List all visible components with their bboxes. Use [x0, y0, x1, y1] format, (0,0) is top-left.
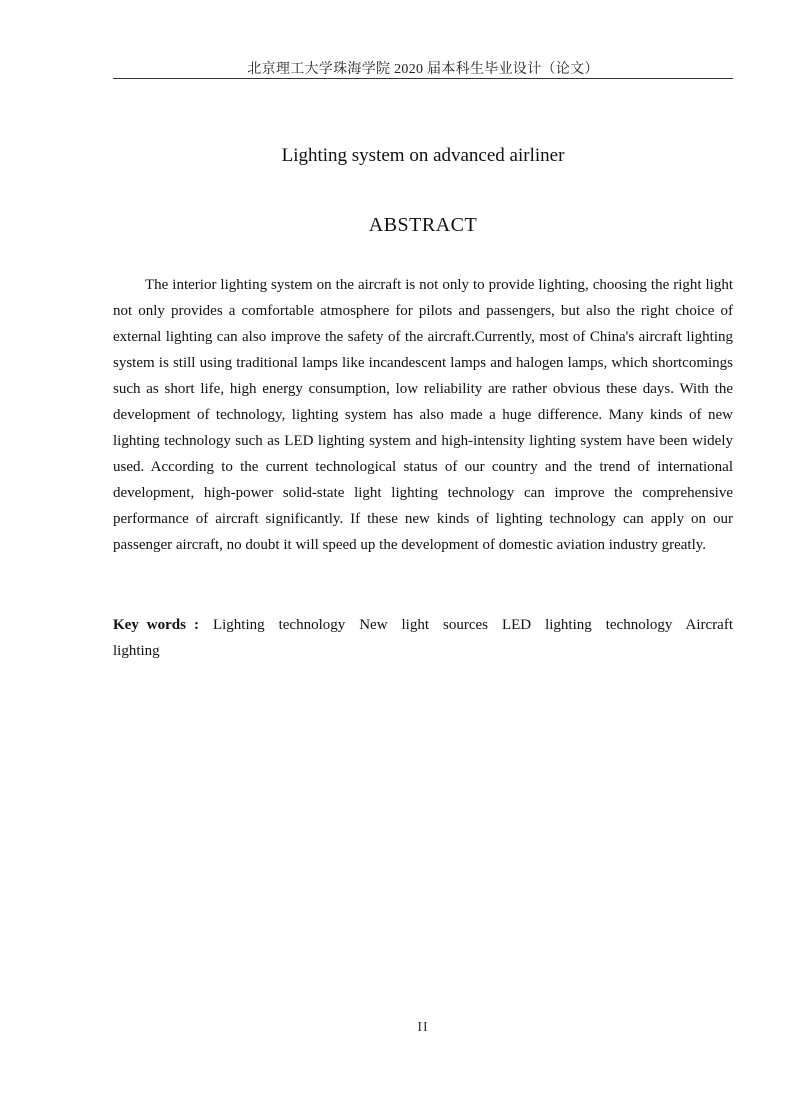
keywords-text: Lighting technology New light sources LED lighting technology Aircraft lighting [113, 617, 733, 659]
header-rule [113, 78, 733, 79]
document-title: Lighting system on advanced airliner [281, 145, 565, 166]
running-header: 北京理工大学珠海学院 2020 届本科生毕业设计（论文） [247, 62, 599, 77]
keywords-paragraph [113, 612, 733, 664]
keywords-label: Key words : [113, 617, 199, 633]
page-number: II [417, 1020, 429, 1035]
abstract-heading: ABSTRACT [368, 214, 478, 236]
abstract-body: The interior lighting system on the aircraft is not only to provide lighting, choosing the right light not only provides a comfortable atmosphere for pilots and passengers, but also the right choice of external lighting can also improve the safety of the aircraft.Currently, most of China's aircraft lighting system is still using traditional lamps like incandescent lamps and halogen lamps, which shortcomings such as short life, high energy consumption, low reliability are rather obvious these days. With the development of technology, lighting system has also made a huge difference. Many kinds of new lighting technology such as LED lighting system and high-intensity lighting system have been widely used. According to the current technological status of our country and the trend of international development, high-power solid-state light lighting technology can improve the comprehensive performance of aircraft significantly. If these new kinds of lighting technology can apply on our passenger aircraft, no doubt it will speed up the development of domestic aviation industry greatly. [113, 277, 733, 553]
